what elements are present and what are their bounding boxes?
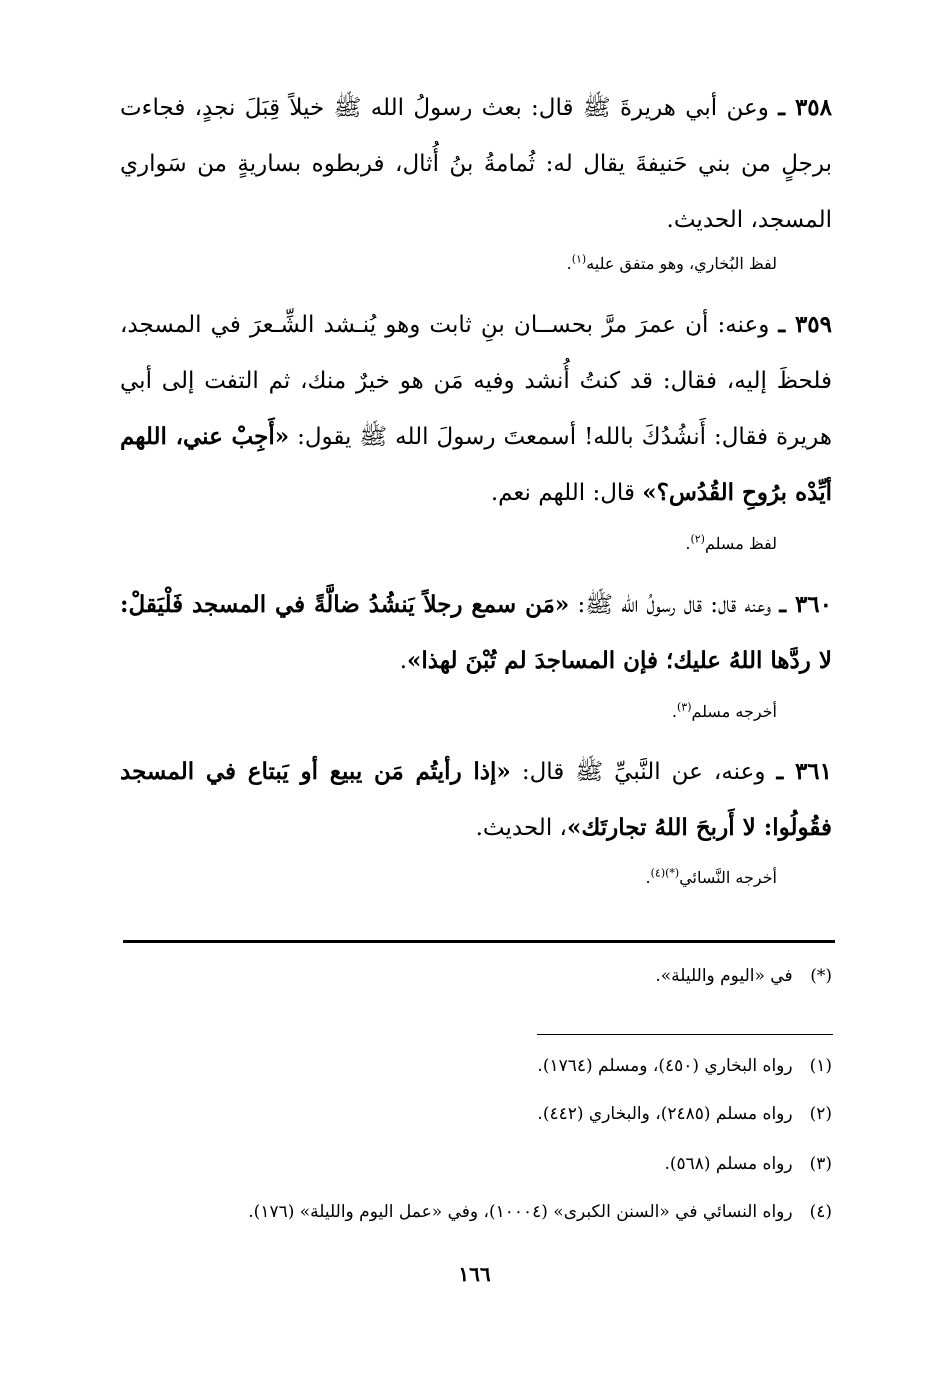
footnote-1	[120, 1053, 832, 1079]
hadith-source	[127, 252, 777, 276]
hadith-text: وعنه، عن النَّبيِّ ﷺ قال:	[510, 759, 777, 785]
footnote-text: رواه مسلم (٥٦٨).	[664, 1154, 793, 1174]
hadith-text-end: ، الحديث.	[475, 815, 567, 841]
source-end: .	[566, 254, 572, 273]
source-text: أخرجه مسلم	[691, 702, 777, 721]
hadith-quote: «أَجِبْ عني، اللهم أيِّدْه برُوحِ القُدُس؟»	[120, 423, 832, 506]
footnote-text: رواه مسلم (٢٤٨٥)، والبخاري (٤٤٢).	[537, 1104, 793, 1124]
footnote-mark: (٢)	[809, 1104, 832, 1124]
hadith-source	[127, 700, 777, 724]
hadith-quote: «مَن سمع رجلاً يَنشُدُ ضالَّةً في المسجد فَلْيَقلْ: لا ردَّها اللهُ عليك؛ فإن المساجدَ لم تُبْنَ لهذا»	[120, 591, 832, 674]
hadith-number: ٣٥٨ ـ	[778, 94, 833, 121]
footnote-separator	[123, 940, 835, 943]
footnote-mark: (١)	[809, 1056, 832, 1076]
footnote-text: رواه البخاري (٤٥٠)، ومسلم (١٧٦٤).	[537, 1056, 793, 1076]
hadith-text: وعنه قال: قال رسولُ الله ﷺ:	[569, 592, 780, 618]
source-text: لفظ مسلم	[704, 534, 777, 553]
footnote-ref: (*)(٤)	[650, 866, 680, 880]
footnote-mark: (٣)	[809, 1154, 832, 1174]
hadith-number: ٣٥٩ ـ	[778, 311, 832, 338]
hadith-361	[120, 744, 832, 856]
hadith-text-end: .	[399, 648, 407, 674]
hadith-quote: «إذا رأيتُم مَن يبيع أو يَبتاع في المسجد فقُولُوا: لا أَربحَ اللهُ تجارتَك»	[120, 758, 832, 841]
source-end: .	[671, 702, 677, 721]
star-note-text: في «اليوم والليلة».	[655, 966, 793, 986]
hadith-360	[120, 577, 832, 689]
source-text: أخرجه النَّسائي	[679, 868, 777, 887]
hadith-text-end: قال: اللهم نعم.	[490, 480, 643, 506]
footnote-rule	[537, 1034, 833, 1035]
footnote-ref: (١)	[571, 252, 587, 266]
hadith-number: ٣٦٠ ـ	[779, 591, 833, 618]
star-mark: (*)	[810, 966, 832, 986]
hadith-source	[127, 532, 777, 556]
hadith-text: وعنه: أن عمرَ مرَّ بحســان بنِ ثابت وهو يُنـشد الشِّـعرَ في المسجد، فلحظَ إليه، فقال: قد كنتُ أُنشد وفيه مَن هو خيرٌ منك، ثم التفت إلى أبي هريرة فقال: أَنشُدُكَ بالله! أسمعتَ رسولَ الله ﷺ يقول:	[120, 312, 832, 450]
hadith-text: وعن أبي هريرةَ ﷺ قال: بعث رسولُ الله ﷺ خيلاً قِبَلَ نجدٍ، فجاءت برجلٍ من بني حَنيفةَ يقال له: ثُمامةُ بنُ أُثال، فربطوه بساريةٍ من سَواري المسجد، الحديث.	[120, 95, 832, 233]
hadith-359	[120, 297, 832, 521]
page-number: ١٦٦	[458, 1262, 491, 1286]
star-note	[120, 963, 832, 989]
footnote-4	[120, 1199, 832, 1225]
source-end: .	[685, 534, 691, 553]
footnote-2	[120, 1101, 832, 1127]
source-end: .	[645, 868, 651, 887]
footnote-ref: (٣)	[676, 700, 692, 714]
hadith-number: ٣٦١ ـ	[776, 758, 832, 785]
footnote-3	[120, 1151, 832, 1177]
hadith-358	[120, 80, 832, 248]
footnote-mark: (٤)	[809, 1202, 832, 1222]
footnote-ref: (٢)	[690, 532, 705, 546]
footnote-text: رواه النسائي في «السنن الكبرى» (١٠٠٠٤)، وفي «عمل اليوم والليلة» (١٧٦).	[248, 1202, 793, 1222]
source-text: لفظ البُخاري، وهو متفق عليه	[586, 254, 777, 273]
hadith-source	[127, 866, 777, 890]
